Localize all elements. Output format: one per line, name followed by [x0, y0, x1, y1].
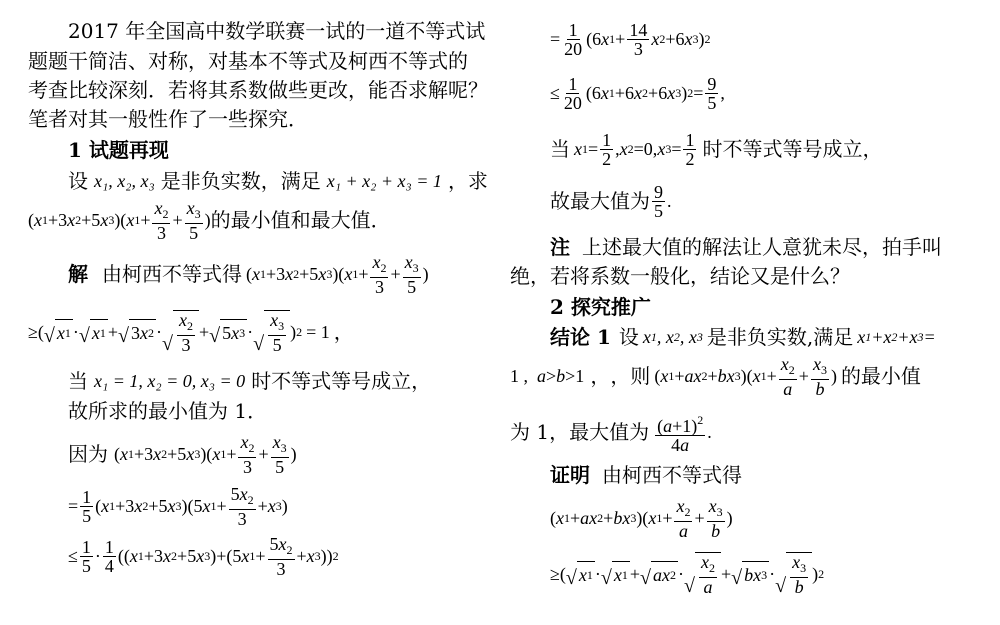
max-value-math: $\frac{9}{5}$ . — [654, 181, 672, 221]
because-label: 因为 — [68, 442, 108, 466]
note-label: 注 — [550, 235, 570, 259]
problem-text-3: ，求 — [447, 169, 488, 193]
problem-ask: 的最小值和最大值． — [210, 208, 391, 232]
step-3-line — [510, 18, 710, 60]
theorem-text-4: 的最小值 — [840, 364, 921, 388]
intro-line-2: 题题干简洁、对称，对基本不等式及柯西不等式的 — [28, 49, 468, 73]
max-conclusion-line — [510, 180, 672, 222]
max-when-label: 当 — [550, 137, 570, 161]
intro-line-3: 考查比较深刻．若将其系数做些更改，能否求解呢？ — [28, 78, 488, 102]
because-math: ( x 1 +3 x 2 +5 x 3 )( x 1 + $\frac{x_2}{3}$ + $\frac{x_3}{5}$ ) — [114, 431, 297, 477]
theorem-expr-math: ( x 1 + ax 2 + bx 3 )( x 1 + $\frac{x_2}{a}$ + $\frac{x_3}{b}$ ) — [654, 353, 837, 399]
problem-expr-math: ( x 1 +3 x 2 +5 x 3 )( x 1 + $\frac{x_2}{3}$ + $\frac{x_3}{5}$ ) — [28, 197, 211, 243]
theorem-max-math: $\frac{(a+1)^2}{4a}$ . — [657, 412, 712, 455]
problem-statement — [28, 168, 488, 194]
note-text-1: 上述最大值的解法让人意犹未尽，拍手叫 — [582, 235, 942, 259]
proof-line — [510, 462, 742, 488]
theorem-vars: x 1 , x 2 , x 3 — [642, 327, 703, 347]
note-line-1 — [510, 234, 942, 260]
problem-expression — [28, 197, 391, 243]
section-1-title: 1 试题再现 — [68, 138, 169, 162]
solution-text: 由柯西不等式得 — [102, 262, 242, 286]
max-equality-text: 时不等式等号成立， — [702, 137, 883, 161]
step-3-math: = $\frac{1}{20}$ (6 x 1 + $\frac{14}{3}$ x 2 +6 x 3 ) 2 — [550, 19, 711, 59]
theorem-label: 结论 1 — [550, 325, 611, 349]
theorem-text-1: 设 — [618, 325, 639, 349]
cauchy-min-line: ≥( √ x 1 · √ x 1 + √ 3 x 2 · √ $\frac{x_2}{3}$ + √ 5 x 3 · √ $\frac{x_3}{5}$ ) 2 = 1 ， — [28, 310, 354, 355]
proof-expr-line — [510, 496, 733, 540]
cauchy-min-math: ≥( √ x 1 · √ x 1 + √ 3 x 2 · √ $\frac{x_2}{3}$ + √ 5 x 3 · √ $\frac{x_3}{5}$ ) 2 — [28, 310, 303, 355]
step-4-line — [510, 72, 725, 114]
section-2-title: 2 探究推广 — [550, 295, 651, 319]
step-2-line — [28, 533, 339, 579]
step-4-math: ≤ $\frac{1}{20}$ (6 x 1 +6 x 2 +6 x 3 ) 2 = $\frac{9}{5}$ , — [550, 73, 725, 113]
theorem-line2-math: 1 , a > b >1 — [510, 366, 585, 386]
solution-label: 解 — [68, 262, 88, 286]
max-conclusion-text: 故最大值为 — [550, 189, 650, 213]
equals-one: = 1 — [306, 322, 330, 342]
step-1-line — [28, 483, 288, 529]
proof-cauchy-math: ≥( √ x 1 · √ x 1 + √ ax 2 · √ $\frac{x_2}{a}$ + √ bx 3 · √ $\frac{x_3}{b}$ ) 2 — [550, 552, 825, 597]
note-line-2: 绝，若将系数一般化，结论又是什么？ — [510, 264, 850, 288]
min-equality-text: 时不等式等号成立， — [251, 369, 432, 393]
problem-text-1: 设 — [68, 169, 88, 193]
max-point-math: x 1 = $\frac{1}{2}$ , x 2 =0, x 3 = $\frac{1}{2}$ — [574, 129, 695, 169]
max-equality-line — [510, 128, 882, 170]
intro-line-1: 2017 年全国高中数学联赛一试的一道不等式试 — [68, 19, 486, 43]
solution-expr-math: ( x 1 +3 x 2 +5 x 3 )( x 1 + $\frac{x_2}{3}$ + $\frac{x_3}{5}$ ) — [246, 251, 429, 297]
proof-label: 证明 — [550, 463, 590, 487]
problem-text-2: 是非负实数，满足 — [160, 169, 321, 193]
proof-cauchy-line — [510, 550, 824, 598]
min-conclusion: 故所求的最小值为 1． — [68, 399, 268, 423]
theorem-line-3 — [510, 410, 712, 454]
min-point: x₁ = 1, x₂ = 0, x₃ = 0 — [94, 371, 246, 391]
theorem-text-3: ，则 — [610, 364, 651, 388]
theorem-text-2: 是非负实数,满足 — [706, 325, 854, 349]
proof-text: 由柯西不等式得 — [602, 463, 742, 487]
step-2-math: ≤ $\frac{1}{5}$ · $\frac{1}{4}$ (( x 1 +3 x 2 +5 x 3 )+(5 x 1 + $\frac{5x_2}{3}$ + x 3 )) 2 — [68, 533, 339, 579]
problem-vars: x₁, x₂, x₃ — [94, 171, 155, 191]
intro-line-4: 笔者对其一般性作了一些探究． — [28, 107, 308, 131]
theorem-text-5: 为 1，最大值为 — [510, 420, 650, 444]
solution-line-1 — [28, 251, 429, 297]
problem-condition: x₁ + x₂ + x₃ = 1 — [326, 171, 442, 191]
proof-expr-math: ( x 1 + ax 2 + bx 3 )( x 1 + $\frac{x_2}{a}$ + $\frac{x_3}{b}$ ) — [550, 495, 733, 541]
theorem-cond: x 1 +x 2 +x 3 = — [857, 327, 936, 347]
when-label: 当 — [68, 369, 88, 393]
min-equality-line — [28, 368, 431, 394]
step-1-math: = $\frac{1}{5}$ ( x 1 +3 x 2 +5 x 3 )(5 x 1 + $\frac{5x_2}{3}$ + x 3 ) — [68, 483, 288, 529]
theorem-line-2: 1 , a > b >1 ， ，则 ( x 1 + ax 2 + bx 3 )( x 1 + $\frac{x_2}{a}$ + $\frac{x_3}{b}$ ) 的最小值 — [510, 353, 921, 399]
theorem-line-1 — [510, 324, 936, 350]
because-line — [28, 431, 297, 477]
